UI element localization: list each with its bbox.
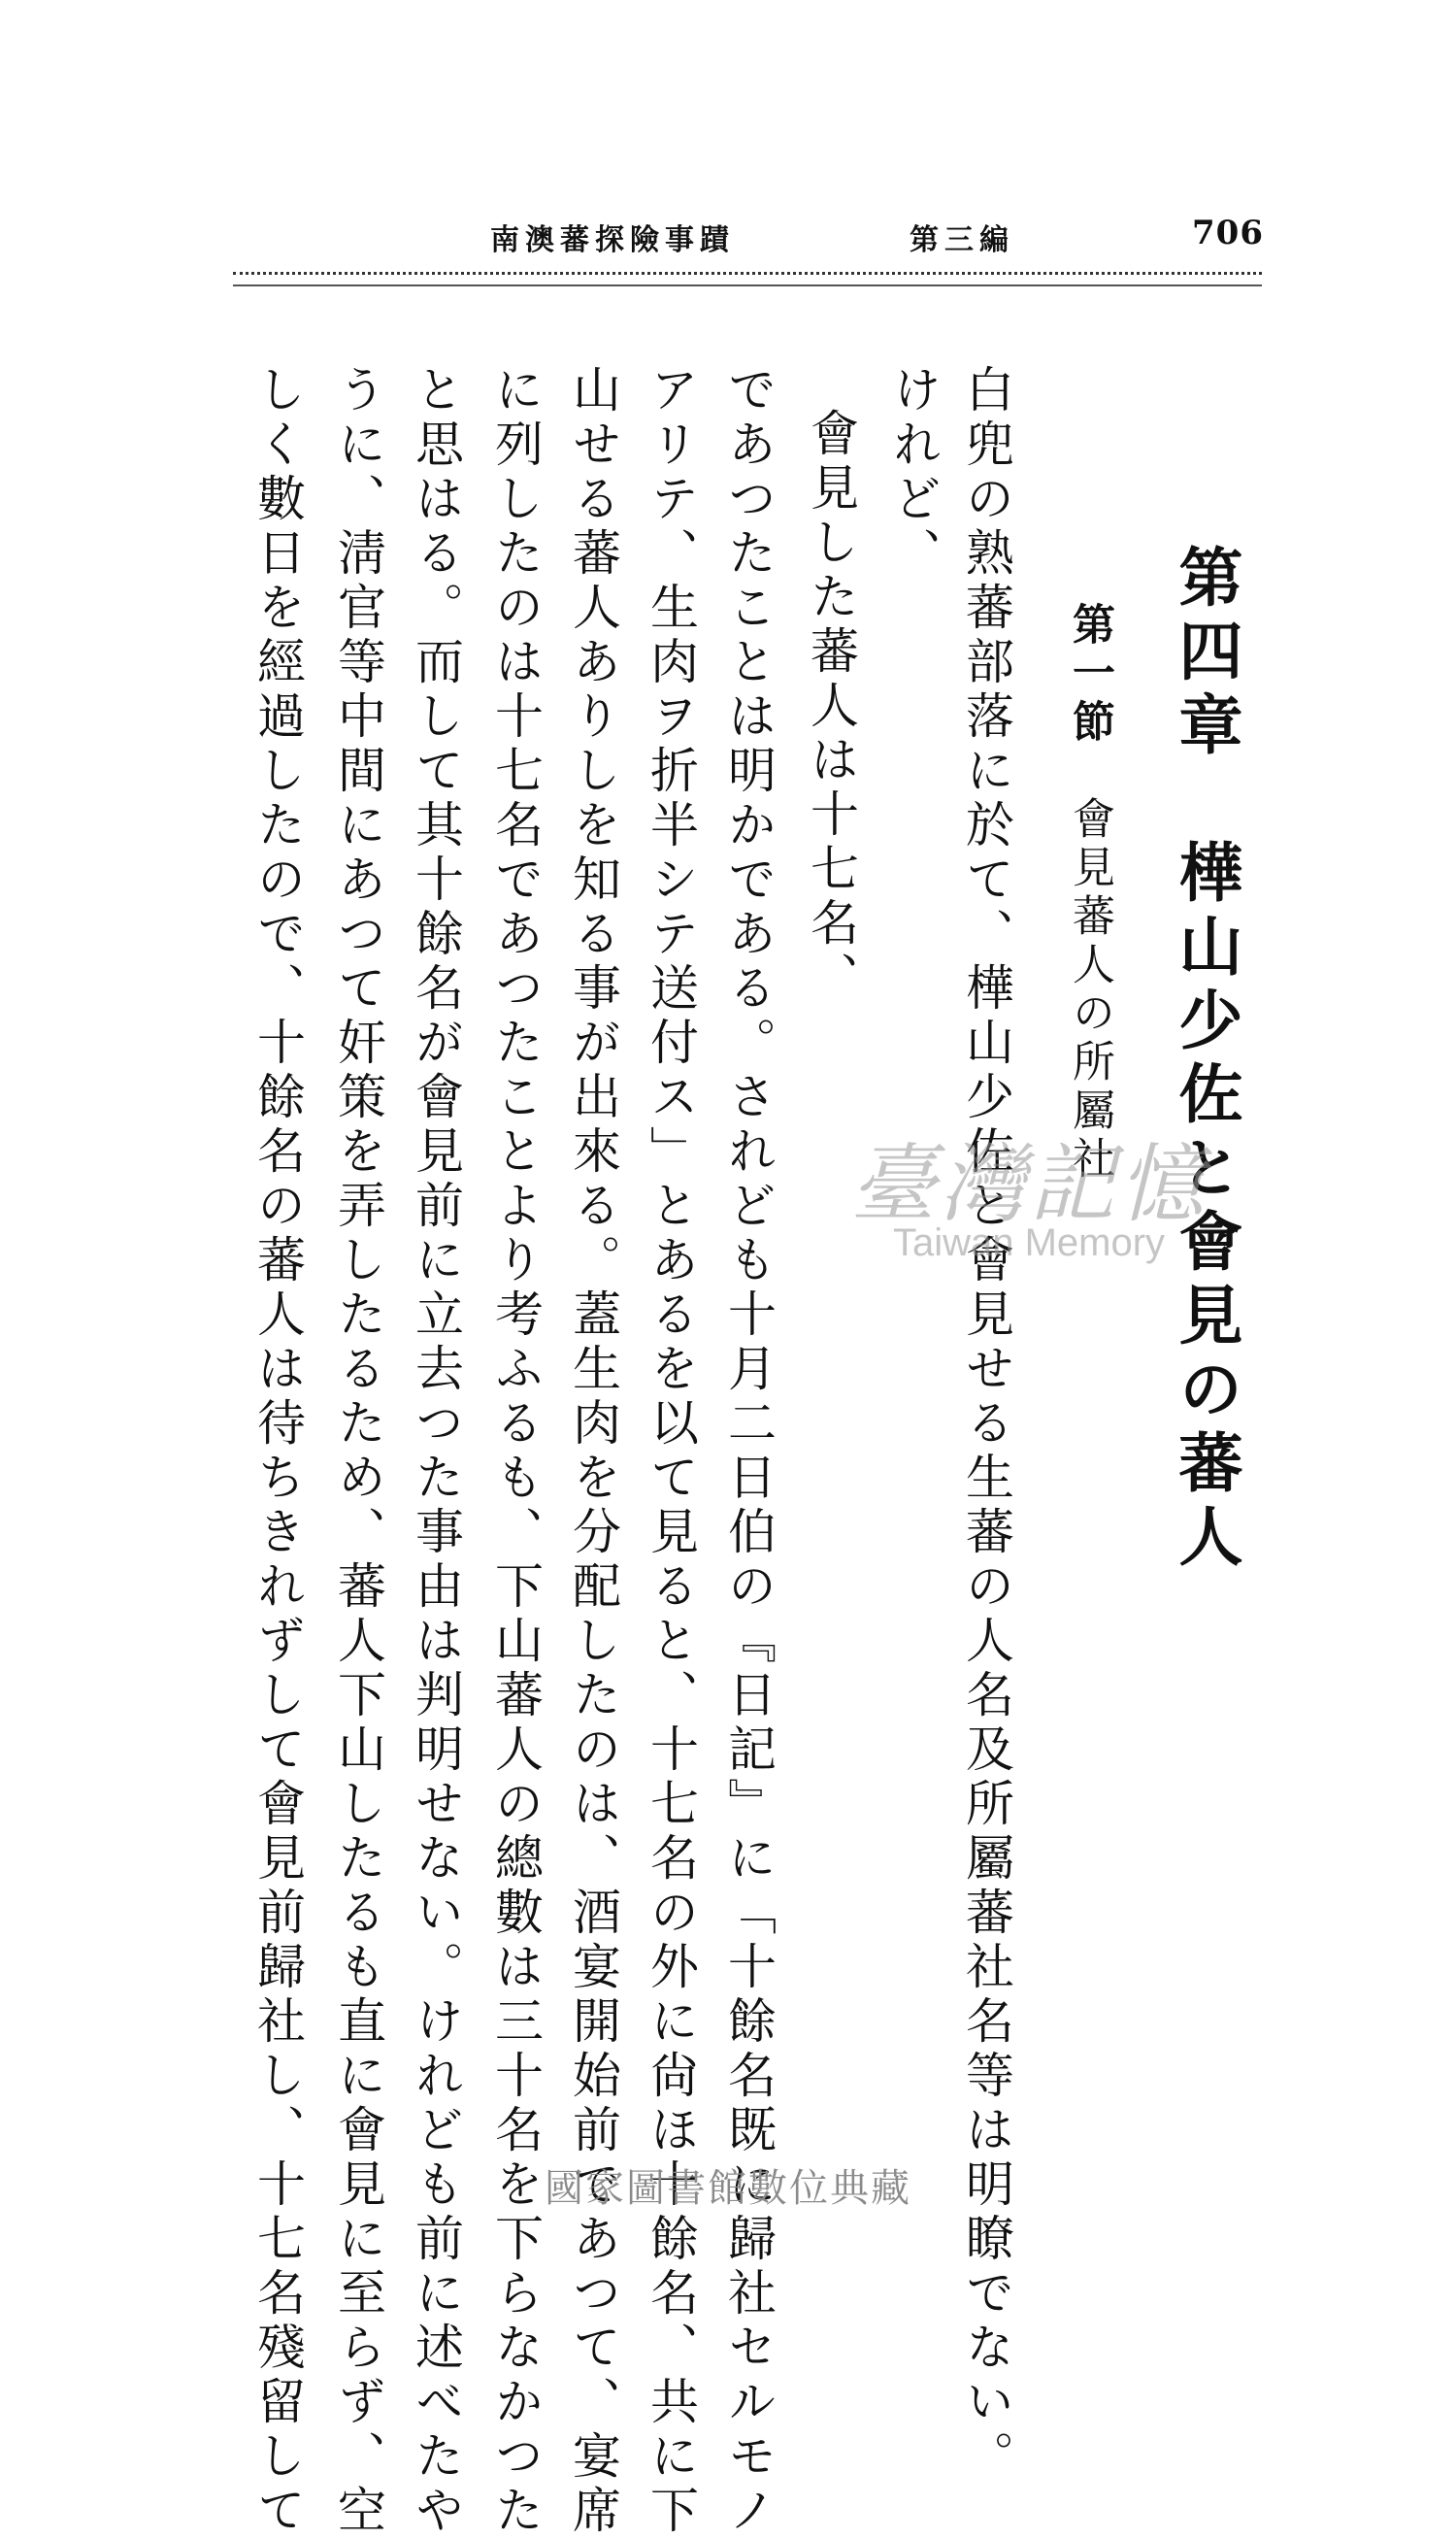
section-heading (1058, 602, 1120, 1185)
body-line: と思はる。而して其十餘名が會見前に立去つた事由は判明せない。けれども前に述べたや (408, 364, 464, 2539)
body-line: 會見した蕃人は十七名、 (803, 408, 859, 1006)
chapter-title: 第四章 樺山少佐と會見の蕃人 (1168, 544, 1243, 1577)
body-line: であつたことは明かである。されども十月二日伯の『日記』に「十餘名既に歸社セルモノ (720, 364, 777, 2539)
body-line: 白兜の熟蕃部落に於て、樺山少佐と會見せる生蕃の人名及所屬蕃社名等は明瞭でない。 (958, 364, 1014, 2485)
watermark-cjk: 臺灣記憶 (849, 1134, 1208, 1234)
body-line: うに、淸官等中間にあつて奸策を弄したるため、蕃人下山したるも直に會見に至らず、空 (330, 364, 386, 2539)
section-title: 會見蕃人の所屬社 (1065, 796, 1114, 1185)
page-number: 706 (1192, 214, 1264, 252)
section-number: 第一節 (1065, 602, 1114, 748)
body-line: に列したのは十七名であつたことより考ふるも、下山蕃人の總數は三十名を下らなかつた (487, 364, 544, 2539)
body-line: しく數日を經過したので、十餘名の蕃人は待ちきれずして會見前歸社し、十七名殘留して (249, 364, 306, 2539)
watermark-en: Taiwan Memory (892, 1221, 1166, 1264)
header-rule (233, 272, 1262, 286)
body-line: アリテ、生肉ヲ折半シテ送付ス」とあるを以て見ると、十七名の外に尙ほ十餘名、共に下 (643, 364, 699, 2539)
footer-archive-credit: 國家圖書館數位典藏 (545, 2166, 911, 2211)
body-line: 山せる蕃人ありしを知る事が出來る。蓋生肉を分配したのは、酒宴開始前であつて、宴席 (565, 364, 621, 2539)
running-head-part: 第三編 (910, 223, 1014, 257)
taiwan-memory-watermark (844, 1117, 1213, 1311)
running-head-title: 南澳蕃探險事蹟 (490, 223, 735, 257)
body-line: けれど、 (885, 364, 942, 582)
running-head (490, 216, 1014, 258)
